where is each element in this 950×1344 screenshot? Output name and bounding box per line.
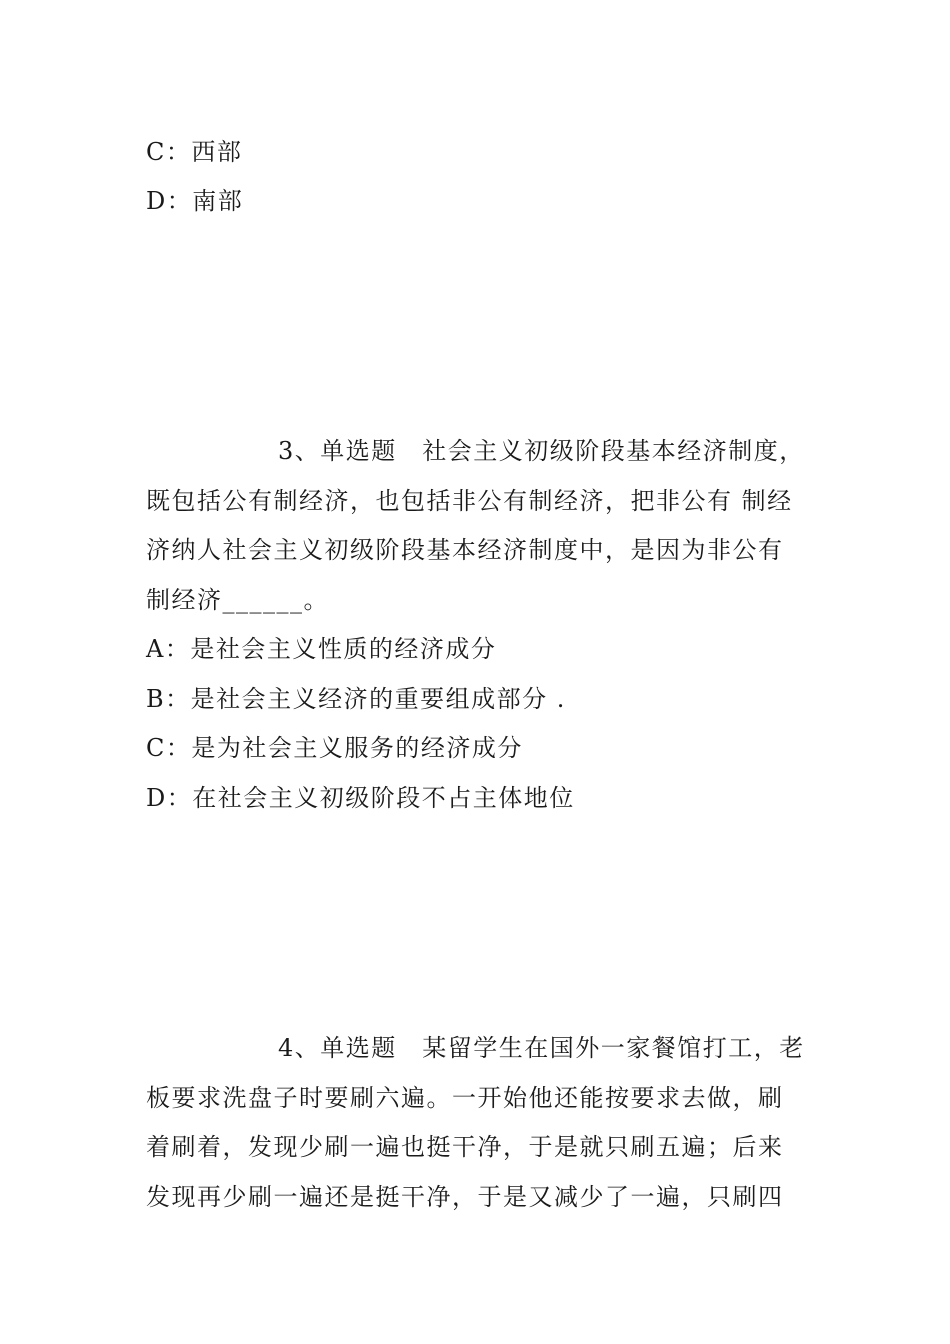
question-3-stem-line-2: 既包括公有制经济，也包括非公有制经济，把非公有 制经 <box>146 487 793 515</box>
question-4-stem-line-4: 发现再少刷一遍还是挺干净，于是又减少了一遍，只刷四 <box>146 1183 784 1211</box>
question-3-option-a: A：是社会主义性质的经济成分 <box>146 635 497 663</box>
question-4-stem-line-3: 着刷着，发现少刷一遍也挺干净，于是就只刷五遍；后来 <box>146 1133 784 1161</box>
question-3-stem-line-4: 制经济______。 <box>146 586 329 614</box>
option-d-prev: D：南部 <box>146 187 244 215</box>
question-3-option-b: B：是社会主义经济的重要组成部分 . <box>146 685 566 713</box>
question-4-stem-line-1: 4、单选题 某留学生在国外一家餐馆打工，老 <box>278 1034 805 1062</box>
option-c-prev: C：西部 <box>146 138 243 166</box>
question-3-stem-line-3: 济纳人社会主义初级阶段基本经济制度中，是因为非公有 <box>146 536 784 564</box>
question-4-stem-line-2: 板要求洗盘子时要刷六遍。一开始他还能按要求去做，刷 <box>146 1084 784 1112</box>
question-3-option-c: C：是为社会主义服务的经济成分 <box>146 734 523 762</box>
question-3-option-d: D：在社会主义初级阶段不占主体地位 <box>146 784 575 812</box>
question-3-stem-line-1: 3、单选题 社会主义初级阶段基本经济制度， <box>278 437 805 465</box>
